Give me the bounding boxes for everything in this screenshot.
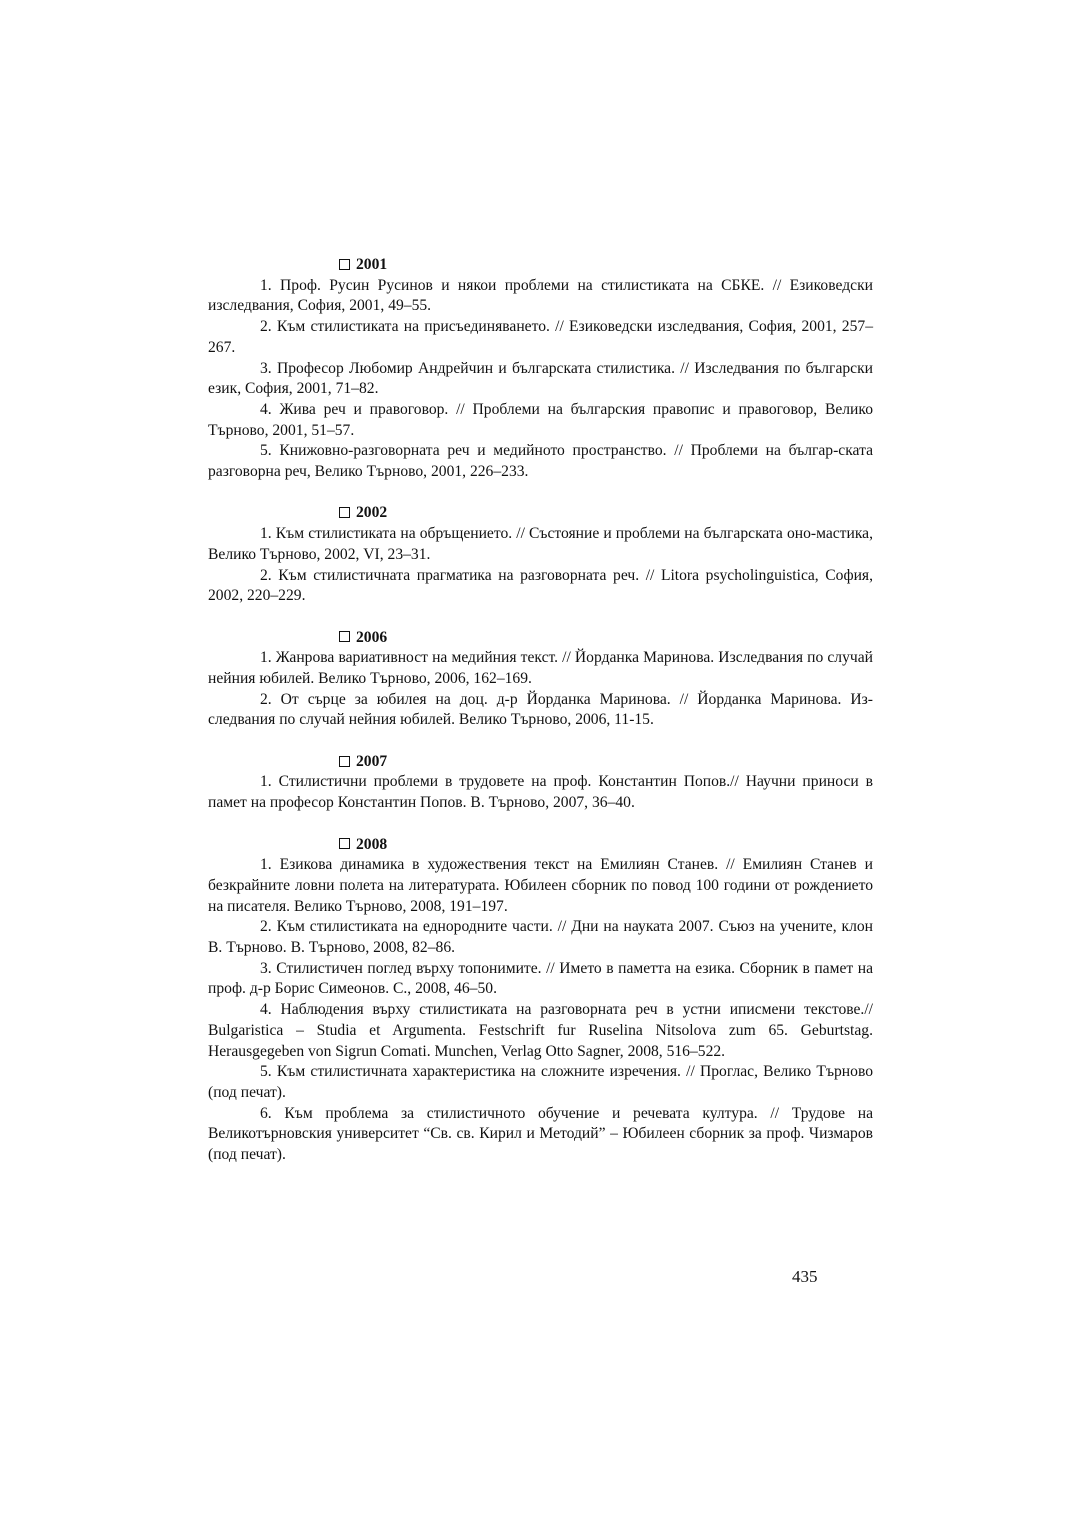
year-heading [208,752,873,773]
checkbox-icon [339,507,350,518]
bibliography-entry: 3. Професор Любомир Андрейчин и българската стилистика. // Изследвания по български език, София, 2001, 71–82. [208,359,873,398]
checkbox-icon [339,756,350,767]
bibliography-entry: 1. Езикова динамика в художествения текст на Емилиян Станев. // Емилиян Станев и безкрайните ловни полета на литературата. Юбилеен сборник по повод 100 години от рождението на писателя. Велико Търново, 2008, 191–197. [208,856,873,915]
year-label: 2001 [356,256,388,273]
year-section-2001 [208,255,873,483]
year-section-2007 [208,752,873,814]
year-heading [208,255,873,276]
checkbox-icon [339,631,350,642]
bibliography-entry: 1. Проф. Русин Русинов и някои проблеми на стилистиката на СБКЕ. // Езиковедски изследвания, София, 2001, 49–55. [208,276,873,315]
year-heading [208,503,873,524]
bibliography-entry: 2. Към стилистиката на присъединяването. // Езиковедски изследвания, София, 2001, 257–267. [208,318,873,356]
bibliography-entry: 1. Към стилистиката на обръщението. // Състояние и проблеми на българската оно-мастика, Велико Търново, 2002, VI, 23–31. [208,525,873,563]
bibliography-entry: 4. Наблюдения върху стилистиката на разговорната реч в устни иписмени текстове.// Bulgaristica – Studia et Argumenta. Festschrift fur Ruselina Nitsolova zum 65. Geburtstag. Herausgegeben von Sigrun Comati. Munchen, Verlag Otto Sagner, 2008, 516–522. [208,1001,873,1060]
bibliography-entry: 4. Жива реч и правоговор. // Проблеми на българския правопис и правоговор, Велико Търново, 2001, 51–57. [208,400,873,439]
bibliography-entry: 2. Към стилистичната прагматика на разговорната реч. // Litora psycholinguistica, София, 2002, 220–229. [208,566,873,605]
year-heading [208,835,873,856]
year-label: 2006 [356,628,388,646]
bibliography-list [208,255,873,1186]
year-section-2002 [208,503,873,607]
year-label: 2008 [356,835,388,853]
bibliography-entry: 6. Към проблема за стилистичното обучение и речевата култура. // Трудове на Великотърновския университет “Св. св. Кирил и Методий” – Юбилеен сборник за проф. Чизмаров (под печат). [208,1104,873,1164]
bibliography-entry: 3. Стилистичен поглед върху топонимите. // Името в паметта на езика. Сборник в памет на проф. д-р Борис Симеонов. С., 2008, 46–50. [208,959,873,998]
page-number: 435 [792,1267,818,1286]
checkbox-icon [339,838,350,849]
year-section-2006 [208,628,873,732]
year-label: 2007 [356,752,388,770]
bibliography-entry: 2. Към стилистиката на еднородните части. // Дни на науката 2007. Съюз на учените, клон В. Търново. В. Търново, 2008, 82–86. [208,918,873,957]
checkbox-icon [339,259,350,270]
year-label: 2002 [356,504,388,522]
bibliography-entry: 1. Стилистични проблеми в трудовете на проф. Константин Попов.// Научни приноси в памет на професор Константин Попов. В. Търново, 2007, 36–40. [208,773,873,812]
bibliography-entry: 5. Към стилистичната характеристика на сложните изречения. // Проглас, Велико Търново (под печат). [208,1063,873,1101]
year-section-2008 [208,835,873,1166]
bibliography-entry: 5. Книжовно-разговорната реч и медийното пространство. // Проблеми на българ-ската разговорна реч, Велико Търново, 2001, 226–233. [208,442,873,481]
bibliography-entry: 2. От сърце за юбилея на доц. д-р Йорданка Маринова. // Йорданка Маринова. Из-следвания по случай нейния юбилей. Велико Търново, 2006, 11-15. [208,690,873,729]
year-heading [208,628,873,649]
bibliography-entry: 1. Жанрова вариативност на медийния текст. // Йорданка Маринова. Изследвания по случай нейния юбилей. Велико Търново, 2006, 162–169. [208,649,873,687]
